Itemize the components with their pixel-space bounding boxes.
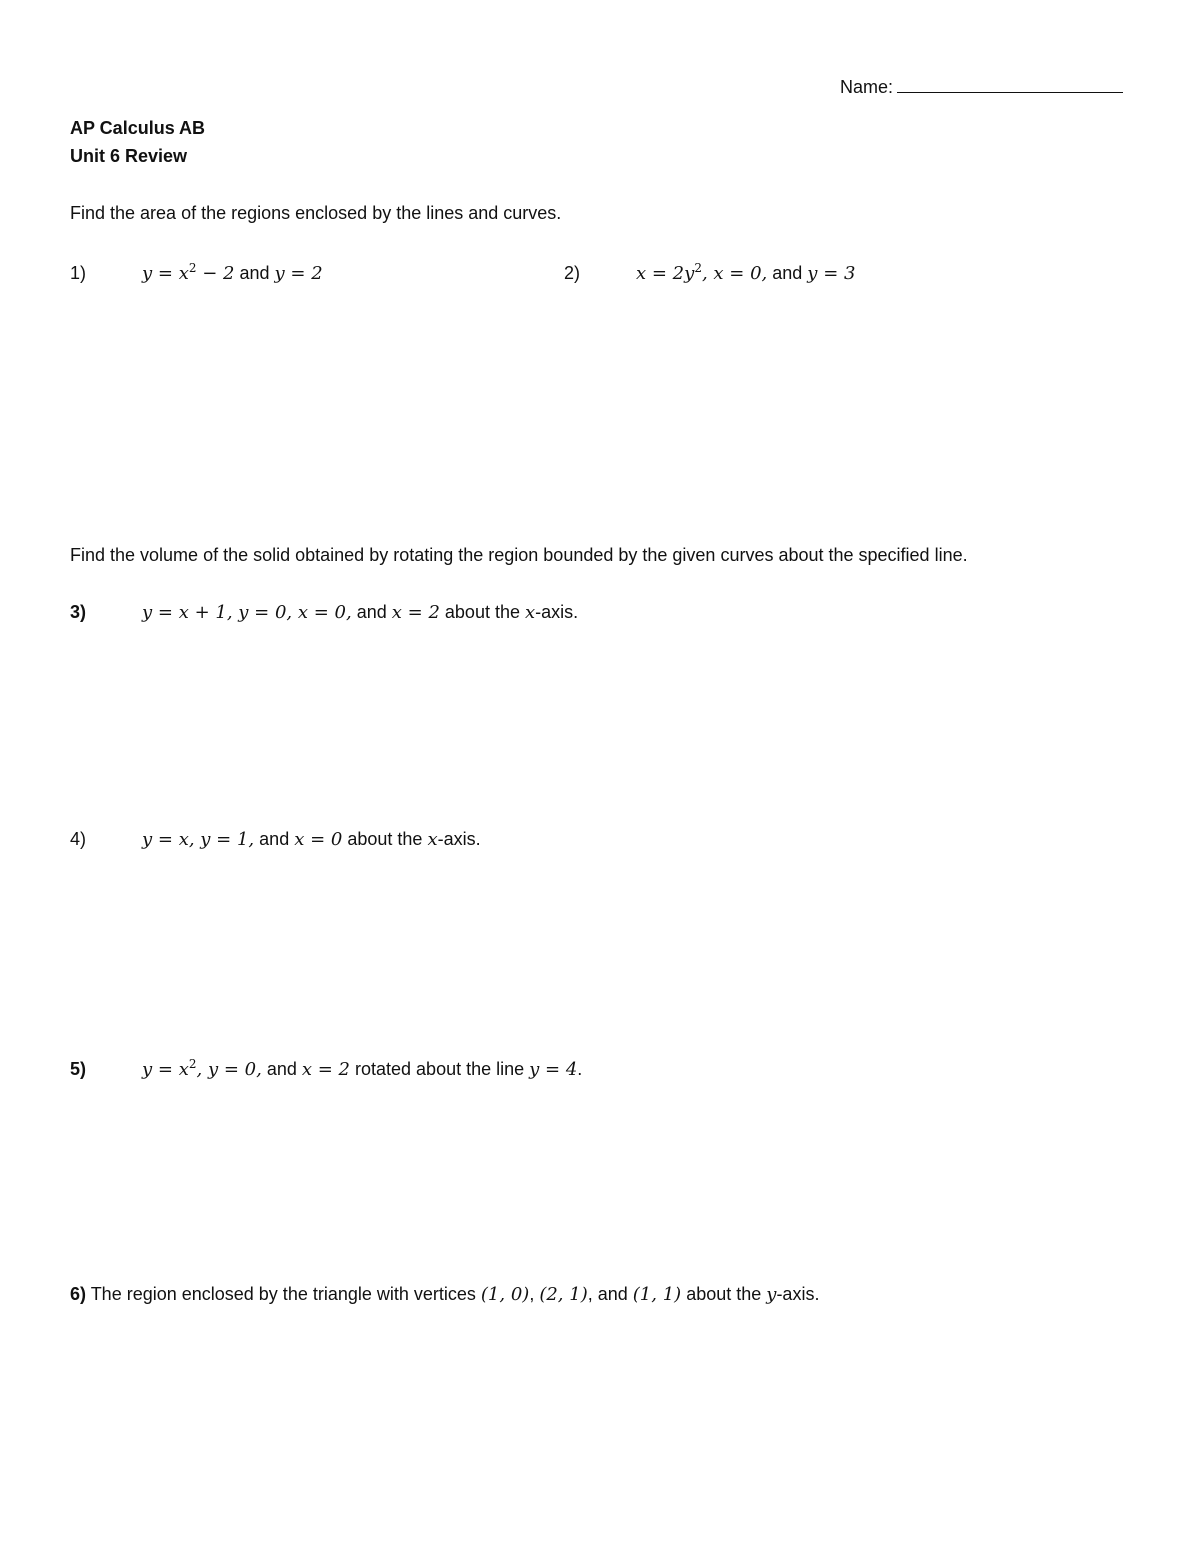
question-2 bbox=[564, 261, 855, 284]
equation: x = 2 bbox=[391, 602, 440, 623]
question-3 bbox=[70, 602, 578, 623]
question-number: 2) bbox=[564, 263, 581, 283]
text: -axis. bbox=[437, 829, 481, 849]
text: about the bbox=[439, 602, 525, 622]
question-5 bbox=[70, 1057, 582, 1080]
conjunction: and bbox=[767, 263, 808, 283]
text: , bbox=[529, 1284, 540, 1304]
conjunction: and bbox=[351, 602, 392, 622]
equation: x = 0 bbox=[294, 829, 343, 850]
equation: y = x bbox=[142, 263, 189, 284]
axis-variable: y bbox=[766, 1284, 777, 1305]
text: rotated about the line bbox=[350, 1059, 530, 1079]
equation: x = 2y bbox=[636, 263, 695, 284]
name-blank-line bbox=[897, 74, 1123, 93]
equation: , y = 0, bbox=[196, 1059, 262, 1080]
question-number: 1) bbox=[70, 263, 87, 283]
axis-variable: x bbox=[427, 829, 438, 850]
course-title: AP Calculus AB bbox=[70, 118, 206, 138]
exponent: 2 bbox=[188, 1057, 197, 1071]
conjunction: and bbox=[261, 1059, 302, 1079]
text: about the bbox=[681, 1284, 767, 1304]
conjunction: and bbox=[234, 263, 275, 283]
exponent: 2 bbox=[694, 261, 702, 275]
conjunction: and bbox=[254, 829, 295, 849]
question-number: 6) bbox=[70, 1284, 87, 1304]
equation: y = 2 bbox=[274, 263, 323, 284]
volume-instruction: Find the volume of the solid obtained by rotating the region bounded by the given curves about the specified line. bbox=[70, 545, 968, 565]
text: -axis. bbox=[535, 602, 579, 622]
axis-variable: x bbox=[524, 602, 536, 623]
equation: − 2 bbox=[196, 263, 235, 284]
text: , and bbox=[587, 1284, 633, 1304]
text: about the bbox=[342, 829, 428, 849]
equation: y = x bbox=[142, 1059, 189, 1080]
question-4 bbox=[70, 829, 481, 850]
question-number: 4) bbox=[70, 829, 87, 849]
name-label: Name: bbox=[840, 77, 894, 97]
equation: x = 2 bbox=[301, 1059, 350, 1080]
text: -axis. bbox=[776, 1284, 820, 1304]
area-instruction: Find the area of the regions enclosed by the lines and curves. bbox=[70, 203, 562, 223]
question-6 bbox=[70, 1284, 819, 1305]
equation: y = 3 bbox=[807, 263, 856, 284]
text: . bbox=[577, 1059, 583, 1079]
question-1 bbox=[70, 261, 323, 284]
question-number: 3) bbox=[70, 602, 87, 622]
exponent: 2 bbox=[188, 261, 197, 275]
equation: y = x, y = 1, bbox=[142, 829, 255, 850]
question-number: 5) bbox=[70, 1059, 87, 1079]
equation: y = x + 1, y = 0, x = 0, bbox=[142, 602, 352, 623]
text: The region enclosed by the triangle with vertices bbox=[86, 1284, 481, 1304]
vertex: (1, 0) bbox=[480, 1284, 530, 1305]
equation: y = 4 bbox=[529, 1059, 578, 1080]
unit-title: Unit 6 Review bbox=[70, 146, 188, 166]
vertex: (1, 1) bbox=[632, 1284, 682, 1305]
name-field bbox=[840, 74, 1123, 98]
vertex: (2, 1) bbox=[539, 1284, 588, 1305]
equation: , x = 0, bbox=[701, 263, 768, 284]
